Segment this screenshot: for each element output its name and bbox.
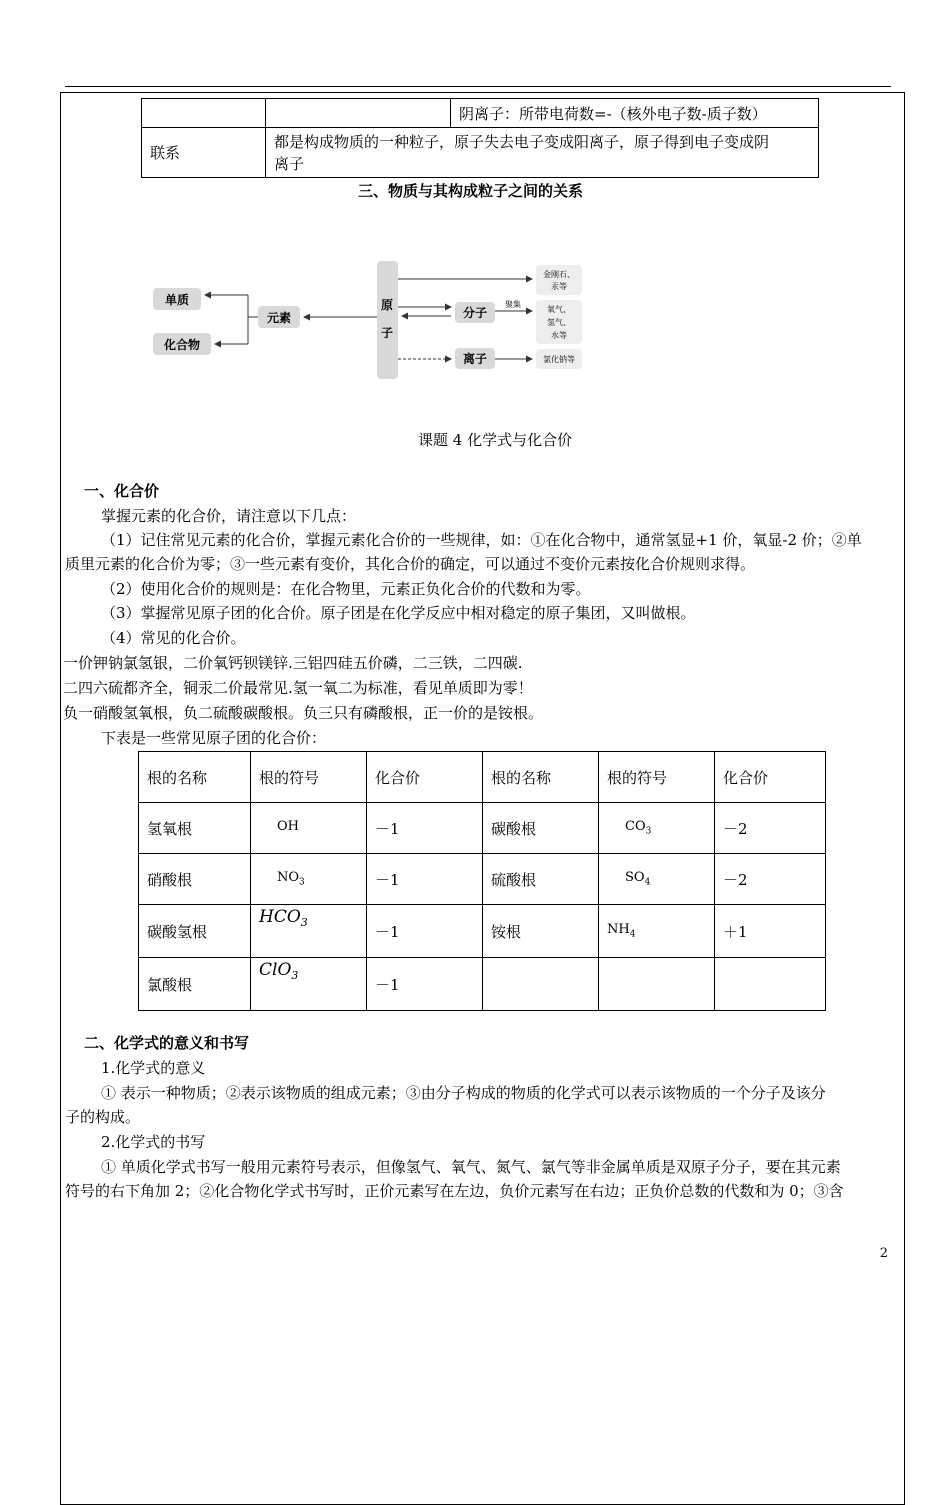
jingangshi-line1: 金刚石、 bbox=[543, 270, 575, 279]
relation-text: 都是构成物质的一种粒子，原子失去电子变成阳离子，原子得到电子变成阴 离子 bbox=[266, 128, 819, 178]
radical-symbol: $NH_4$ bbox=[599, 905, 715, 958]
s1-rhyme2: 二四六硫都齐全，铜汞二价最常见.氢一氧二为标准，看见单质即为零！ bbox=[63, 679, 533, 697]
valence-table bbox=[138, 751, 826, 1011]
juji-label: 聚集 bbox=[505, 300, 521, 309]
radical-valence bbox=[715, 958, 826, 1011]
page-number: 2 bbox=[879, 1246, 888, 1261]
lvhuana-label: 氯化钠等 bbox=[543, 355, 575, 364]
s2-heading: 二、化学式的意义和书写 bbox=[84, 1034, 250, 1052]
radical-valence: －2 bbox=[715, 854, 826, 905]
danzhi-label: 单质 bbox=[164, 293, 190, 307]
radical-name: 硫酸根 bbox=[483, 854, 599, 905]
header-rule bbox=[65, 86, 891, 87]
fenzi-label: 分子 bbox=[462, 306, 488, 320]
table-row bbox=[139, 803, 826, 854]
radical-name: 氢氧根 bbox=[139, 803, 251, 854]
s2-meaning-line1: ① 表示一种物质；②表示该物质的组成元素；③由分子构成的物质的化学式可以表示该物质的一个分子及该分 bbox=[101, 1084, 826, 1102]
particle-diagram bbox=[145, 255, 590, 385]
table-header-row bbox=[139, 752, 826, 803]
s1-p3: （3）掌握常见原子团的化合价。原子团是在化学反应中相对稳定的原子集团，又叫做根。 bbox=[101, 604, 696, 622]
header-cell: 化合价 bbox=[367, 752, 483, 803]
header-cell: 根的符号 bbox=[251, 752, 367, 803]
s1-p2: （2）使用化合价的规则是：在化合物里，元素正负化合价的代数和为零。 bbox=[101, 580, 591, 598]
radical-name: 碳酸根 bbox=[483, 803, 599, 854]
table-row bbox=[139, 905, 826, 958]
s2-h1: 1.化学式的意义 bbox=[101, 1059, 206, 1077]
s1-table-intro: 下表是一些常见原子团的化合价： bbox=[101, 729, 327, 747]
s2-meaning-line2: 子的构成。 bbox=[65, 1108, 141, 1126]
anion-charge-cell: 阴离子：所带电荷数=-（核外电子数-质子数） bbox=[451, 99, 819, 128]
header-cell: 根的名称 bbox=[483, 752, 599, 803]
particle-table bbox=[141, 98, 819, 178]
lesson-title: 课题 4 化学式与化合价 bbox=[418, 431, 573, 449]
header-cell: 根的名称 bbox=[139, 752, 251, 803]
radical-symbol: OH bbox=[251, 803, 367, 854]
radical-symbol: $NO_3$ bbox=[251, 854, 367, 905]
s1-rhyme3: 负一硝酸氢氧根，负二硫酸碳酸根。负三只有磷酸根，正一价的是铵根。 bbox=[63, 704, 544, 722]
radical-name bbox=[483, 958, 599, 1011]
yangqi-line1: 氧气、 bbox=[547, 305, 571, 314]
yuanzi-box bbox=[377, 261, 398, 379]
s2-writing-line2: 符号的右下角加 2；②化合物化学式书写时，正价元素写在左边，负价元素写在右边；正负价总数的代数和为 0；③含 bbox=[65, 1182, 844, 1200]
huahewu-label: 化合物 bbox=[163, 338, 201, 352]
lizi-label: 离子 bbox=[462, 352, 488, 366]
yuanzi-char1: 原 bbox=[380, 298, 394, 312]
s2-h2: 2.化学式的书写 bbox=[101, 1133, 206, 1151]
radical-valence: －1 bbox=[367, 854, 483, 905]
radical-name: 硝酸根 bbox=[139, 854, 251, 905]
radical-valence: －1 bbox=[367, 803, 483, 854]
table-row bbox=[139, 854, 826, 905]
section3-title: 三、物质与其构成粒子之间的关系 bbox=[358, 182, 584, 200]
radical-name: 氯酸根 bbox=[139, 958, 251, 1011]
s1-p1-line2: 质里元素的化合价为零；③一些元素有变价，其化合价的确定，可以通过不变价元素按化合价规则求得。 bbox=[65, 555, 756, 573]
radical-name: 碳酸氢根 bbox=[139, 905, 251, 958]
radical-valence: －1 bbox=[367, 905, 483, 958]
radical-symbol bbox=[599, 958, 715, 1011]
table-row bbox=[139, 958, 826, 1011]
s1-heading: 一、化合价 bbox=[84, 482, 160, 500]
s1-p1-line1: （1）记住常见元素的化合价，掌握元素化合价的一些规律，如：①在化合物中，通常氢显+1 价，氧显-2 价；②单 bbox=[101, 531, 862, 549]
yuanzi-char2: 子 bbox=[380, 326, 394, 340]
s1-intro: 掌握元素的化合价，请注意以下几点： bbox=[101, 507, 357, 525]
bracket-line bbox=[248, 295, 258, 344]
radical-symbol: $HCO_3$ bbox=[251, 905, 367, 958]
radical-valence: －2 bbox=[715, 803, 826, 854]
yuansu-label: 元素 bbox=[266, 311, 292, 325]
radical-symbol: ClO$_3$ bbox=[251, 958, 367, 1011]
s2-writing-line1: ① 单质化学式书写一般用元素符号表示，但像氢气、氧气、氮气、氯气等非金属单质是双原子分子，要在其元素 bbox=[101, 1158, 841, 1176]
yangqi-line2: 氢气、 bbox=[547, 318, 571, 327]
jingangshi-line2: 汞等 bbox=[551, 282, 567, 291]
radical-valence: ＋1 bbox=[715, 905, 826, 958]
radical-symbol: $SO_4$ bbox=[599, 854, 715, 905]
yangqi-line3: 水等 bbox=[551, 331, 567, 340]
radical-valence: －1 bbox=[367, 958, 483, 1011]
radical-symbol: $CO_3$ bbox=[599, 803, 715, 854]
header-cell: 根的符号 bbox=[599, 752, 715, 803]
header-cell: 化合价 bbox=[715, 752, 826, 803]
radical-name: 铵根 bbox=[483, 905, 599, 958]
s1-rhyme1: 一价钾钠氯氢银，二价氧钙钡镁锌.三铝四硅五价磷，二三铁，二四碳. bbox=[63, 654, 523, 672]
relation-label: 联系 bbox=[142, 128, 266, 178]
s1-p4: （4）常见的化合价。 bbox=[101, 629, 246, 647]
